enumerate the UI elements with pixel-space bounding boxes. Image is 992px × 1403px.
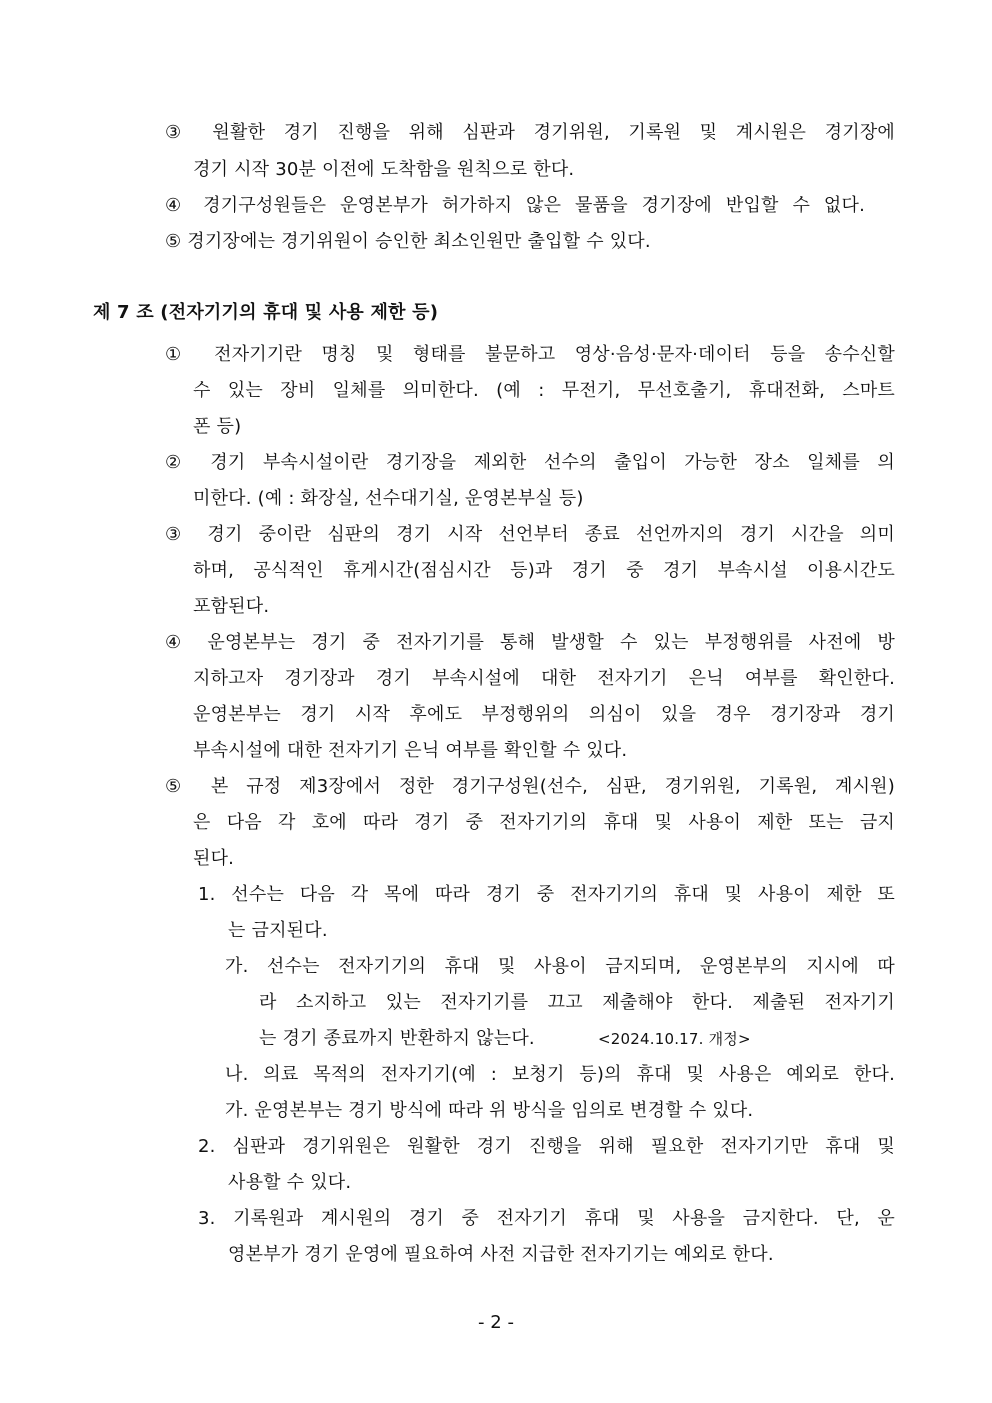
clause-3-line-2: 경기 시작 30분 이전에 도착함을 원칙으로 한다. <box>193 159 575 180</box>
subitem-ga-line-1: 가. 선수는 전자기기의 휴대 및 사용이 금지되며, 운영본부의 지시에 따 <box>225 956 895 977</box>
item-1-line-2: 는 금지된다. <box>228 920 328 941</box>
clause-5-line-1: ⑤ 본 규정 제3장에서 정한 경기구성원(선수, 심판, 경기위원, 기록원, 계시원) <box>165 776 895 797</box>
clause-3-line-1: ③ 경기 중이란 심판의 경기 시작 선언부터 종료 선언까지의 경기 시간을 의미 <box>165 524 895 545</box>
clause-4-line-1: ④ 운영본부는 경기 중 전자기기를 통해 발생할 수 있는 부정행위를 사전에 방 <box>165 632 895 653</box>
clause-5-line-2: 은 다음 각 호에 따라 경기 중 전자기기의 휴대 및 사용이 제한 또는 금지 <box>193 812 895 833</box>
page-number: - 2 - <box>478 1312 514 1333</box>
subitem-na-line-1: 나. 의료 목적의 전자기기(예 : 보청기 등)의 휴대 및 사용은 예외로 한다. <box>225 1064 895 1085</box>
clause-1-line-2: 수 있는 장비 일체를 의미한다. (예 : 무전기, 무선호출기, 휴대전화, 스마트 <box>193 380 895 401</box>
amendment-note: <2024.10.17. 개정> <box>598 1030 751 1048</box>
subitem-ga-line-3: 는 경기 종료까지 반환하지 않는다. <box>259 1028 535 1049</box>
clause-4-line-3: 운영본부는 경기 시작 후에도 부정행위의 의심이 있을 경우 경기장과 경기 <box>193 704 895 725</box>
clause-4-line-1: ④ 경기구성원들은 운영본부가 허가하지 않은 물품을 경기장에 반입할 수 없다. <box>165 195 865 216</box>
item-3-line-2: 영본부가 경기 운영에 필요하여 사전 지급한 전자기기는 예외로 한다. <box>228 1244 774 1265</box>
article-heading: 제 7 조 (전자기기의 휴대 및 사용 제한 등) <box>93 302 439 323</box>
item-2-line-1: 2. 심판과 경기위원은 원활한 경기 진행을 위해 필요한 전자기기만 휴대 및 <box>198 1136 895 1157</box>
subitem-ga-line-2: 라 소지하고 있는 전자기기를 끄고 제출해야 한다. 제출된 전자기기 <box>259 992 895 1013</box>
clause-4-line-2: 지하고자 경기장과 경기 부속시설에 대한 전자기기 은닉 여부를 확인한다. <box>193 668 895 689</box>
clause-3-line-2: 하며, 공식적인 휴게시간(점심시간 등)과 경기 중 경기 부속시설 이용시간도 <box>193 560 895 581</box>
clause-5-line-1: ⑤ 경기장에는 경기위원이 승인한 최소인원만 출입할 수 있다. <box>165 231 651 252</box>
item-1-line-1: 1. 선수는 다음 각 목에 따라 경기 중 전자기기의 휴대 및 사용이 제한 또 <box>198 884 895 905</box>
item-3-line-1: 3. 기록원과 계시원의 경기 중 전자기기 휴대 및 사용을 금지한다. 단, 운 <box>198 1208 895 1229</box>
clause-4-line-4: 부속시설에 대한 전자기기 은닉 여부를 확인할 수 있다. <box>193 740 628 761</box>
item-2-line-2: 사용할 수 있다. <box>228 1172 352 1193</box>
clause-3-line-1: ③ 원활한 경기 진행을 위해 심판과 경기위원, 기록원 및 계시원은 경기장에 <box>165 122 895 143</box>
subitem-ga2-line-1: 가. 운영본부는 경기 방식에 따라 위 방식을 임의로 변경할 수 있다. <box>225 1100 754 1121</box>
clause-3-line-3: 포함된다. <box>193 596 270 617</box>
clause-1-line-1: ① 전자기기란 명칭 및 형태를 불문하고 영상·음성·문자·데이터 등을 송수신할 <box>165 344 895 365</box>
clause-2-line-2: 미한다. (예 : 화장실, 선수대기실, 운영본부실 등) <box>193 488 584 509</box>
clause-2-line-1: ② 경기 부속시설이란 경기장을 제외한 선수의 출입이 가능한 장소 일체를 의 <box>165 452 895 473</box>
clause-5-line-3: 된다. <box>193 848 235 869</box>
clause-1-line-3: 폰 등) <box>193 416 242 437</box>
